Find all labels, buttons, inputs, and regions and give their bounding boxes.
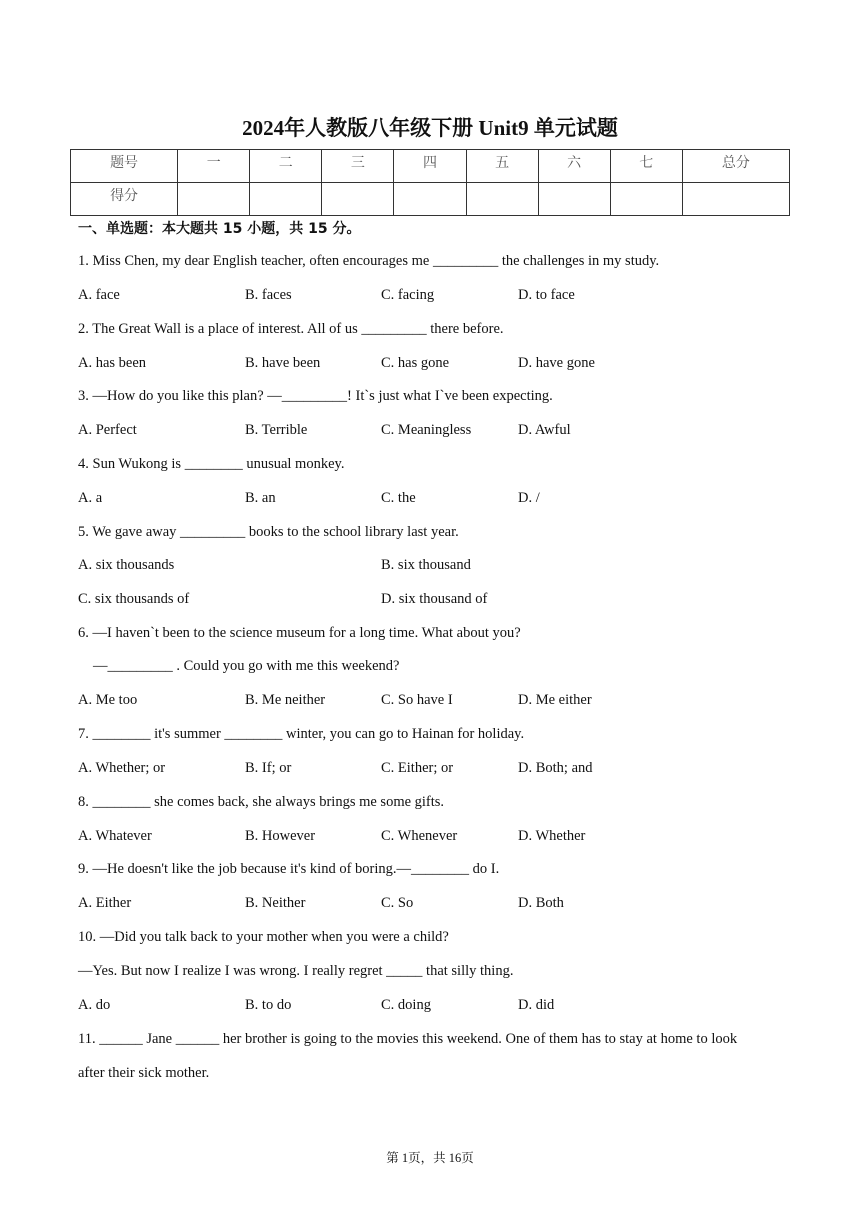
question-stem-continued: after their sick mother. [78,1065,210,1081]
score-header-cell: 三 [322,150,394,183]
option-a: A. Whether; or [78,760,166,776]
option-b: B. If; or [245,760,292,776]
question-stem: 9. —He doesn't like the job because it's kind of boring.—________ do I. [78,861,500,877]
option-c: C. Either; or [381,760,454,776]
page-title: 2024年人教版八年级下册 Unit9 单元试题 [242,116,618,140]
option-a: A. Me too [78,692,138,708]
option-c: C. Whenever [381,828,458,844]
score-header-cell: 总分 [682,150,789,183]
question-stem: 11. ______ Jane ______ her brother is going to the movies this weekend. One of them has to stay at home to look [78,1031,738,1047]
option-d: D. Both; and [518,760,593,776]
option-b: B. However [245,828,316,844]
option-b: B. six thousand [381,557,471,573]
option-b: B. faces [245,287,292,303]
option-c: C. doing [381,997,431,1013]
option-c: C. the [381,490,416,506]
question-stem: 7. ________ it's summer ________ winter, you can go to Hainan for holiday. [78,726,525,742]
score-header-cell: 七 [610,150,682,183]
option-a: A. do [78,997,111,1013]
score-header-cell: 二 [250,150,322,183]
option-a: A. six thousands [78,557,175,573]
option-d: D. Me either [518,692,592,708]
option-c: C. six thousands of [78,591,190,607]
question-stem: 8. ________ she comes back, she always brings me some gifts. [78,794,445,810]
score-cell [394,183,466,216]
question-stem: 10. —Did you talk back to your mother when you were a child? [78,929,449,945]
question-stem-continued: —_________ . Could you go with me this weekend? [93,658,400,674]
score-cell [322,183,394,216]
question-stem: 2. The Great Wall is a place of interest. All of us _________ there before. [78,321,504,337]
option-a: A. Either [78,895,132,911]
score-cell [178,183,250,216]
score-header-cell: 六 [538,150,610,183]
option-c: C. So have I [381,692,453,708]
score-table-score-row [71,183,790,216]
option-c: C. So [381,895,414,911]
score-cell [466,183,538,216]
page-footer: 第 1页，共 16页 [386,1151,474,1165]
option-a: A. Whatever [78,828,152,844]
score-table-header-row [71,150,790,183]
score-cell [250,183,322,216]
question-stem: 4. Sun Wukong is ________ unusual monkey. [78,456,345,472]
option-c: C. has gone [381,355,450,371]
question-stem: 1. Miss Chen, my dear English teacher, often encourages me _________ the challenges in my study. [78,253,660,269]
option-b: B. an [245,490,276,506]
score-cell [610,183,682,216]
score-cell [538,183,610,216]
option-b: B. Me neither [245,692,326,708]
score-header-cell: 一 [178,150,250,183]
option-d: D. have gone [518,355,595,371]
option-a: A. Perfect [78,422,137,438]
option-c: C. facing [381,287,435,303]
option-b: B. Terrible [245,422,308,438]
option-d: D. Both [518,895,564,911]
option-a: A. face [78,287,120,303]
option-d: D. Whether [518,828,586,844]
option-b: B. Neither [245,895,306,911]
question-stem-continued: —Yes. But now I realize I was wrong. I really regret _____ that silly thing. [78,963,514,979]
option-b: B. have been [245,355,321,371]
score-header-cell: 题号 [71,150,178,183]
option-a: A. a [78,490,103,506]
score-cell [682,183,789,216]
question-stem: 5. We gave away _________ books to the school library last year. [78,524,459,540]
score-table [70,149,790,216]
question-stem: 6. —I haven`t been to the science museum for a long time. What about you? [78,625,521,641]
option-d: D. to face [518,287,575,303]
score-row-label: 得分 [71,183,178,216]
option-d: D. Awful [518,422,571,438]
option-d: D. / [518,490,540,506]
option-d: D. did [518,997,555,1013]
option-c: C. Meaningless [381,422,472,438]
score-header-cell: 五 [466,150,538,183]
score-header-cell: 四 [394,150,466,183]
option-d: D. six thousand of [381,591,488,607]
question-stem: 3. —How do you like this plan? —_________! It`s just what I`ve been expecting. [78,388,553,404]
option-b: B. to do [245,997,292,1013]
section-heading: 一、单选题：本大题共 15 小题，共 15 分。 [78,221,361,237]
option-a: A. has been [78,355,147,371]
